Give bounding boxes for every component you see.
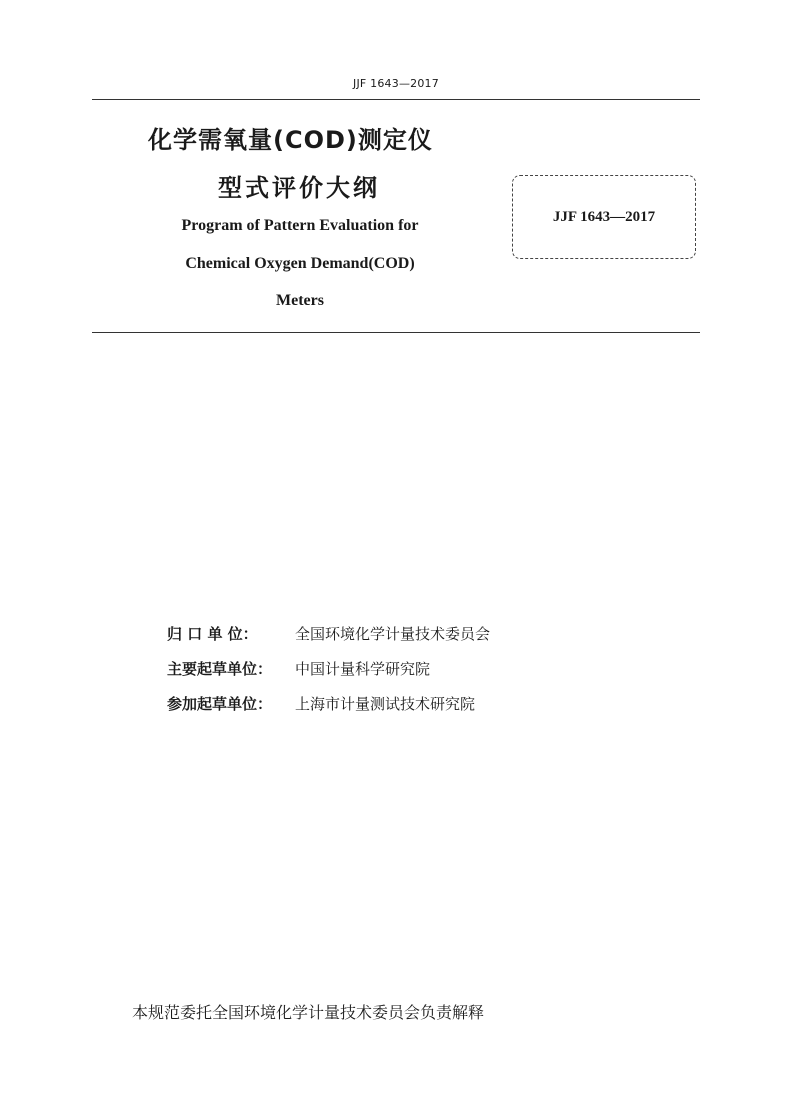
header-standard-code: JJF 1643—2017 [353, 77, 439, 90]
unit-row-participating-drafter [167, 692, 490, 727]
title-english-line-1: Program of Pattern Evaluation for [181, 217, 419, 234]
standard-code-box-text: JJF 1643—2017 [552, 209, 656, 225]
unit-row-main-drafter [167, 657, 490, 692]
header-divider [92, 99, 700, 100]
interpretation-note: 本规范委托全国环境化学计量技术委员会负责解释 [132, 1003, 485, 1022]
unit-label: 参加起草单位： [167, 695, 273, 713]
drafting-units [167, 622, 490, 727]
standard-code-box [512, 175, 696, 259]
unit-label: 归 口 单 位： [167, 625, 258, 643]
unit-label: 主要起草单位： [167, 660, 273, 678]
title-english-line-3: Meters [276, 292, 324, 309]
unit-value: 中国计量科学研究院 [295, 660, 431, 678]
title-english-line-2: Chemical Oxygen Demand(COD) [185, 255, 415, 272]
unit-row-responsible [167, 622, 490, 657]
title-chinese-line-1: 化学需氧量(COD)测定仪 [148, 126, 433, 154]
unit-value: 上海市计量测试技术研究院 [295, 695, 476, 713]
unit-value: 全国环境化学计量技术委员会 [295, 625, 491, 643]
title-chinese-line-2: 型式评价大纲 [218, 174, 380, 202]
title-divider [92, 332, 700, 333]
